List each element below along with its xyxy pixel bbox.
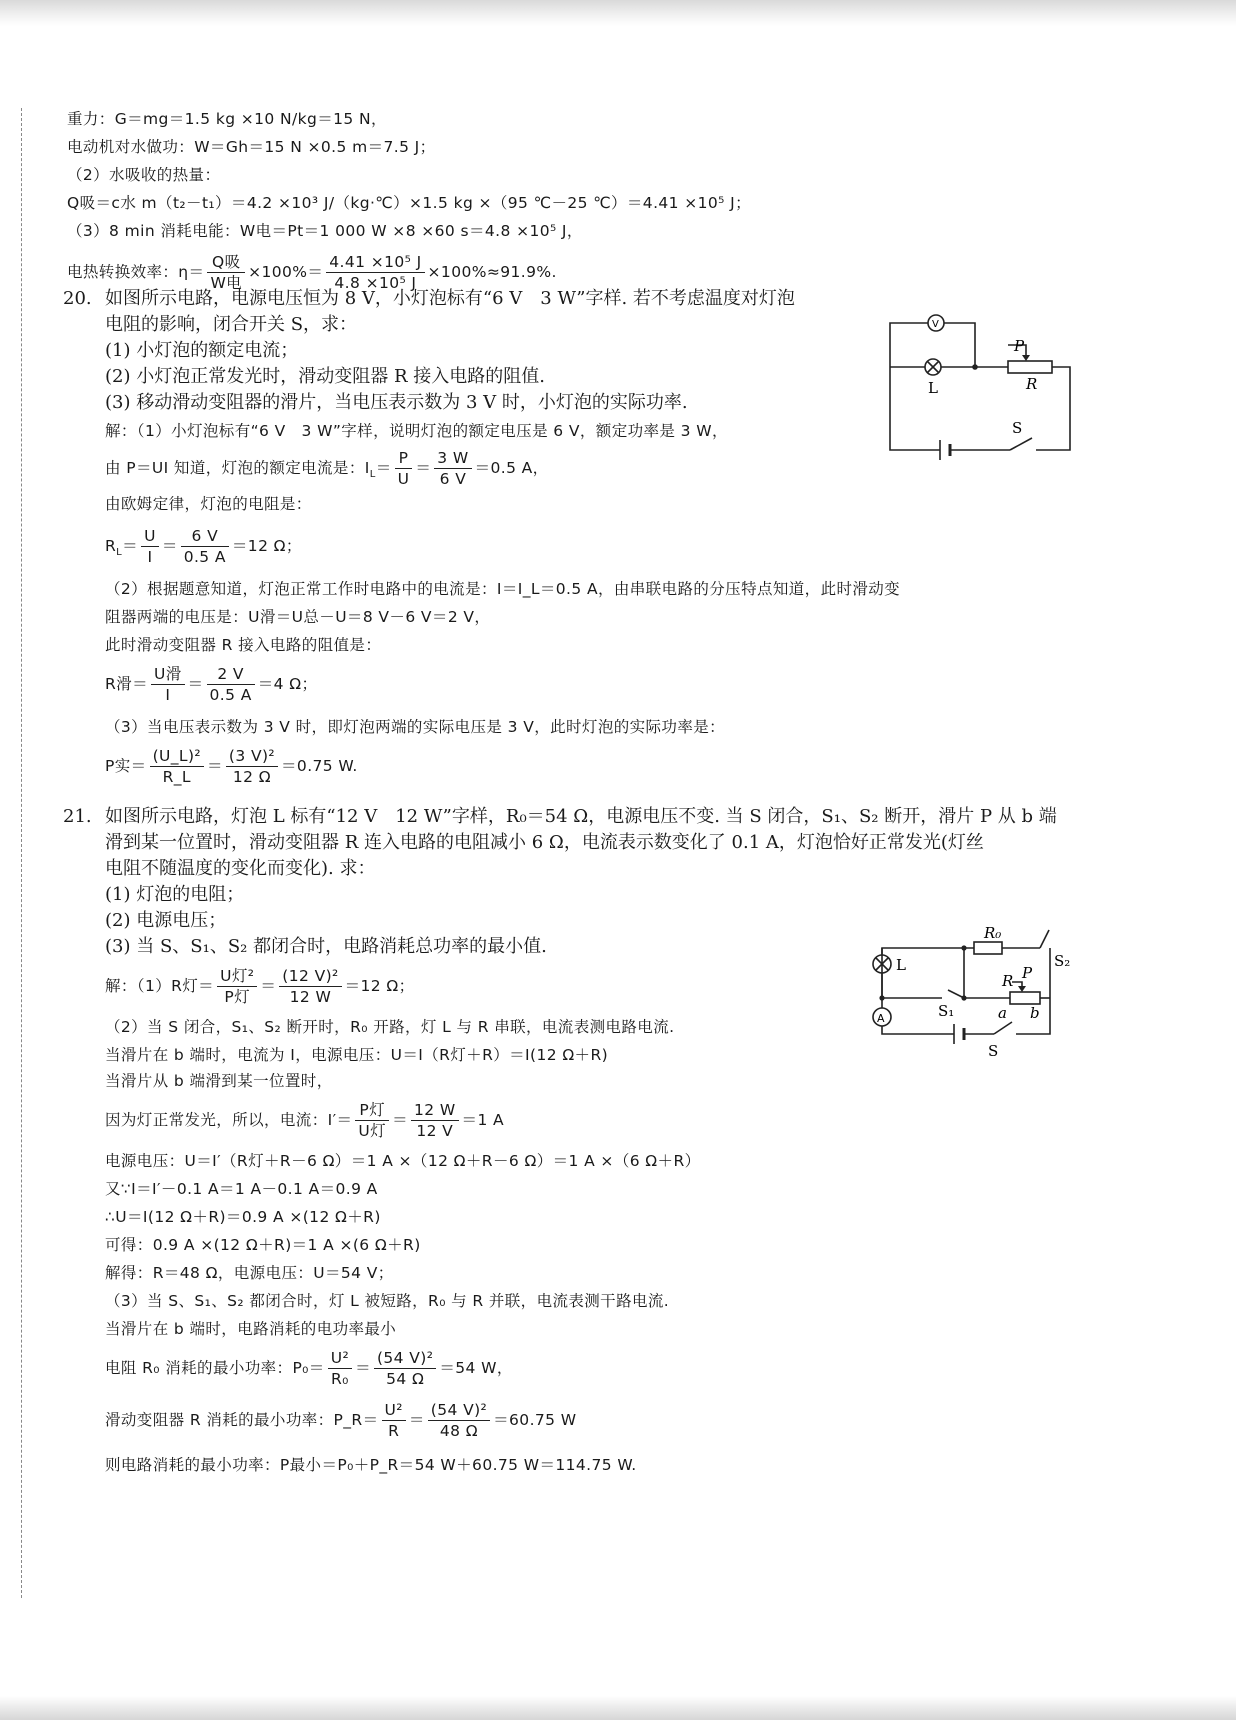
p21-sol-1: 解：（1）R灯＝ $\frac{\text{U灯²}}{\text{P灯}}$ ＝ $\frac{\text{(12 V)²}}{12 W}$ ＝12 Ω；	[105, 967, 415, 1006]
problem-20-line-3: (1) 小灯泡的额定电流；	[105, 340, 299, 361]
p21-sol-15: 则电路消耗的最小功率：P最小＝P₀＋P_R＝54 W＋60.75 W＝114.75 W.	[105, 1456, 637, 1474]
problem-20-line-1: 如图所示电路，电源电压恒为 8 V，小灯泡标有“6 V 3 W”字样. 若不考虑温度对灯泡	[105, 288, 795, 309]
p20-sol-7: 此时滑动变阻器 R 接入电路的阻值是：	[105, 636, 382, 654]
circuit-diagram-21	[862, 918, 1082, 1058]
fig20-voltmeter-label: V	[932, 319, 939, 330]
fraction: $\frac{\text{Q吸}}{\text{W电}}$	[207, 252, 245, 293]
p21-sol-2: （2）当 S 闭合，S₁、S₂ 断开时，R₀ 开路，灯 L 与 R 串联，电流表测电路电流.	[105, 1018, 675, 1036]
p21-sol-9: 可得：0.9 A ×(12 Ω＋R)＝1 A ×(6 Ω＋R)	[105, 1236, 421, 1254]
fig21-slider-label: P	[1022, 964, 1033, 982]
problem-21-line-2: 滑到某一位置时，滑动变阻器 R 连入电路的电阻减小 6 Ω，电流表示数变化了 0.1 A，灯泡恰好正常发光(灯丝	[105, 832, 984, 853]
p21-sol-12: 当滑片在 b 端时，电路消耗的电功率最小	[105, 1320, 397, 1338]
p20-sol-5: （2）根据题意知道，灯泡正常工作时电路中的电流是：I＝I_L＝0.5 A，由串联电路的分压特点知道，此时滑动变	[105, 580, 901, 598]
p19-line-3: （2）水吸收的热量：	[67, 166, 221, 184]
problem-21-line-1: 如图所示电路，灯泡 L 标有“12 V 12 W”字样，R₀＝54 Ω，电源电压不变. 当 S 闭合，S₁、S₂ 断开，滑片 P 从 b 端	[105, 806, 1057, 827]
fraction: $\frac{2 V}{0.5 A}$	[207, 664, 255, 705]
p21-sol-5: 因为灯正常发光，所以，电流：I′＝ $\frac{\text{P灯}}{\text{U灯}}$ ＝ $\frac{12 W}{12 V}$ ＝1 A	[105, 1101, 505, 1140]
p21-sol-8: ∴U＝I(12 Ω＋R)＝0.9 A ×(12 Ω＋R)	[105, 1208, 381, 1226]
p20-sol-8: R滑＝ $\frac{\text{U滑}}{I}$ ＝ $\frac{2 V}{0.5 A}$ ＝4 Ω；	[105, 665, 318, 704]
fraction: $\frac{\text{(54 V)²}}{54 \Omega}$	[374, 1348, 436, 1389]
p21-sol-6: 电源电压：U＝I′（R灯＋R－6 Ω）＝1 A ×（12 Ω＋R－6 Ω）＝1 A ×（6 Ω＋R）	[105, 1152, 701, 1170]
fig21-a-label: a	[998, 1004, 1007, 1022]
problem-21-number: 21.	[63, 806, 92, 827]
fig21-lamp-label: L	[896, 956, 906, 974]
fig21-s2-label: S₂	[1054, 952, 1071, 970]
fraction: $\frac{\text{(U\_L)²}}{R\_L}$	[150, 746, 204, 787]
fig20-switch-label: S	[1012, 419, 1023, 437]
fig21-s1-label: S₁	[938, 1002, 955, 1020]
problem-20-line-2: 电阻的影响，闭合开关 S，求：	[105, 314, 358, 335]
p20-sol-10: P实＝ $\frac{\text{(U\_L)²}}{R\_L}$ ＝ $\frac{\text{(3 V)²}}{12 \Omega}$ ＝0.75 W.	[105, 747, 358, 786]
p21-sol-11: （3）当 S、S₁、S₂ 都闭合时，灯 L 被短路，R₀ 与 R 并联，电流表测干路电流.	[105, 1292, 670, 1310]
margin-rule	[21, 108, 22, 1598]
problem-20-number: 20.	[63, 288, 92, 309]
p21-sol-7: 又∵I＝I′－0.1 A＝1 A－0.1 A＝0.9 A	[105, 1180, 378, 1198]
problem-20-line-5: (3) 移动滑动变阻器的滑片，当电压表示数为 3 V 时，小灯泡的实际功率.	[105, 392, 688, 413]
fig20-resistor-label: R	[1026, 375, 1038, 393]
fraction: $\frac{\text{(12 V)²}}{12 W}$	[279, 966, 341, 1007]
p20-sol-2: 由 P＝UI 知道，灯泡的额定电流是：$I_L=$ $\frac{P}{U}$ ＝ $\frac{3 W}{6 V}$ ＝0.5 A，	[105, 449, 549, 488]
p21-sol-13: 电阻 R₀ 消耗的最小功率：P₀＝ $\frac{\text{U²}}{\text{R₀}}$ ＝ $\frac{\text{(54 V)²}}{54 \Omega}$ ＝54 W，	[105, 1349, 513, 1388]
fraction: $\frac{\text{(54 V)²}}{48 \Omega}$	[428, 1400, 490, 1441]
problem-21-line-3: 电阻不随温度的变化而变化). 求：	[105, 858, 376, 879]
p20-sol-6: 阻器两端的电压是：U滑＝U总－U＝8 V－6 V＝2 V，	[105, 608, 491, 626]
circuit-diagram-20	[880, 305, 1080, 465]
fraction: $\frac{\text{4.41 ×10⁵ J}}{\text{4.8 ×10⁵ J}}$	[326, 252, 424, 293]
problem-20-line-4: (2) 小灯泡正常发光时，滑动变阻器 R 接入电路的阻值.	[105, 366, 545, 387]
p19-line-2: 电动机对水做功：W＝Gh＝15 N ×0.5 m＝7.5 J；	[67, 138, 436, 156]
fraction: $\frac{\text{U²}}{R}$	[382, 1400, 406, 1441]
problem-21-line-6: (3) 当 S、S₁、S₂ 都闭合时，电路消耗总功率的最小值.	[105, 936, 547, 957]
top-edge	[0, 0, 1236, 26]
fraction: $\frac{3 W}{6 V}$	[434, 448, 471, 489]
fraction: $\frac{\text{U滑}}{I}$	[151, 664, 185, 705]
problem-21-line-5: (2) 电源电压；	[105, 910, 227, 931]
fraction: $\frac{\text{U灯²}}{\text{P灯}}$	[217, 966, 257, 1007]
fraction: $\frac{\text{(3 V)²}}{12 \Omega}$	[226, 746, 278, 787]
fig21-ammeter-label: A	[877, 1012, 885, 1025]
p21-sol-3: 当滑片在 b 端时，电流为 I，电源电压：U＝I（R灯＋R）＝I(12 Ω＋R)	[105, 1046, 609, 1064]
p20-sol-4: $R_L=$ $\frac{U}{I}$ ＝ $\frac{6 V}{0.5 A}$ ＝12 Ω；	[105, 527, 302, 566]
fraction: $\frac{P}{U}$	[395, 448, 413, 489]
p21-sol-10: 解得：R＝48 Ω，电源电压：U＝54 V；	[105, 1264, 394, 1282]
p19-line-4: Q吸＝c水 m（t₂－t₁）＝4.2 ×10³ J/（kg·℃）×1.5 kg ×（95 ℃－25 ℃）＝4.41 ×10⁵ J；	[67, 194, 751, 212]
p20-sol-1: 解：（1）小灯泡标有“6 V 3 W”字样，说明灯泡的额定电压是 6 V，额定功率是 3 W，	[105, 422, 728, 440]
fig21-r0-label: R₀	[984, 924, 1002, 942]
fig21-b-label: b	[1030, 1004, 1040, 1022]
fig20-lamp-label: L	[928, 379, 938, 397]
p19-line-5: （3）8 min 消耗电能：W电＝Pt＝1 000 W ×8 ×60 s＝4.8 ×10⁵ J，	[67, 222, 583, 240]
fraction: $\frac{6 V}{0.5 A}$	[181, 526, 229, 567]
fraction: $\frac{\text{P灯}}{\text{U灯}}$	[355, 1100, 389, 1141]
fraction: $\frac{12 W}{12 V}$	[411, 1100, 459, 1141]
fig21-switch-label: S	[988, 1042, 999, 1058]
p21-sol-14: 滑动变阻器 R 消耗的最小功率：P_R＝ $\frac{\text{U²}}{R}$ ＝ $\frac{\text{(54 V)²}}{48 \Omega}$ ＝60.75 W	[105, 1401, 577, 1440]
bottom-edge	[0, 1696, 1236, 1720]
fraction: $\frac{U}{I}$	[141, 526, 159, 567]
p21-sol-4: 当滑片从 b 端滑到某一位置时，	[105, 1072, 333, 1090]
p19-efficiency-line: 电热转换效率：η＝ $\frac{\text{Q吸}}{\text{W电}}$ ×100%＝ $\frac{\text{4.41 ×10⁵ J}}{\text{4.8 ×10⁵ J}}$ ×100%≈91.9%.	[67, 253, 557, 292]
fig21-resistor-label: R	[1002, 972, 1014, 990]
problem-21-line-4: (1) 灯泡的电阻；	[105, 884, 245, 905]
p19-line-1: 重力：G＝mg＝1.5 kg ×10 N/kg＝15 N，	[67, 110, 387, 128]
p20-sol-9: （3）当电压表示数为 3 V 时，即灯泡两端的实际电压是 3 V，此时灯泡的实际功率是：	[105, 718, 726, 736]
fig20-slider-label: P	[1014, 337, 1025, 355]
p20-sol-3: 由欧姆定律，灯泡的电阻是：	[105, 495, 312, 513]
fraction: $\frac{\text{U²}}{\text{R₀}}$	[328, 1348, 352, 1389]
